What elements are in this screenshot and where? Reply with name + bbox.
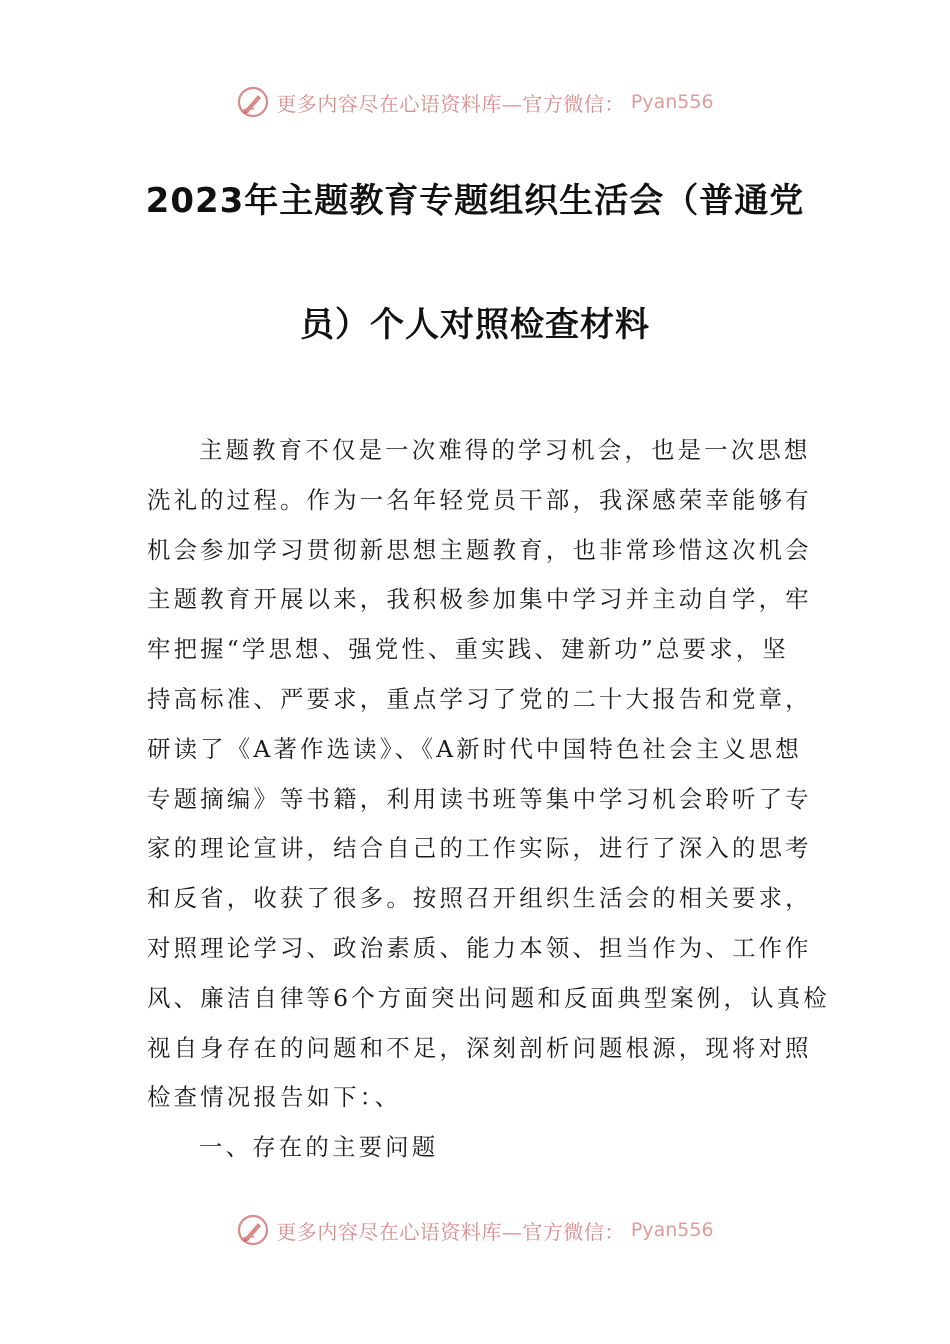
document-body xyxy=(147,426,830,1173)
watermark-wechat-id: Pyan556 xyxy=(630,1219,714,1241)
pen-logo-icon xyxy=(236,1213,270,1247)
body-line: 研读了《A著作选读》、《A新时代中国特色社会主义思想 xyxy=(147,734,802,763)
section-heading: 一、存在的主要问题 xyxy=(199,1133,439,1162)
watermark-text: 更多内容尽在心语资料库—官方微信： xyxy=(276,1219,625,1244)
document-title-line-2: 员）个人对照检查材料 xyxy=(300,305,650,345)
watermark-text: 更多内容尽在心语资料库—官方微信： xyxy=(276,91,625,116)
pen-logo-icon xyxy=(236,85,270,119)
watermark-wechat-id: Pyan556 xyxy=(630,91,714,113)
body-line: 视自身存在的问题和不足，深刻剖析问题根源，现将对照 xyxy=(147,1033,812,1062)
watermark-header xyxy=(0,82,950,122)
body-line: 持高标准、严要求，重点学习了党的二十大报告和党章， xyxy=(147,684,812,713)
body-line: 机会参加学习贯彻新思想主题教育，也非常珍惜这次机会 xyxy=(147,535,812,564)
watermark-footer xyxy=(0,1210,950,1250)
body-line: 家的理论宣讲，结合自己的工作实际，进行了深入的思考 xyxy=(147,834,812,863)
document-title-line-1: 2023年主题教育专题组织生活会（普通党 xyxy=(145,181,805,221)
body-line: 检查情况报告如下：、 xyxy=(147,1083,402,1112)
body-line: 风、廉洁自律等6个方面突出问题和反面典型案例，认真检 xyxy=(147,983,830,1012)
body-line: 和反省，收获了很多。按照召开组织生活会的相关要求， xyxy=(147,884,812,913)
body-line: 主题教育不仅是一次难得的学习机会，也是一次思想 xyxy=(199,436,811,464)
body-line: 主题教育开展以来，我积极参加集中学习并主动自学，牢 xyxy=(147,585,812,614)
body-line: 对照理论学习、政治素质、能力本领、担当作为、工作作 xyxy=(147,933,812,962)
body-line: 牢把握“学思想、强党性、重实践、建新功”总要求，坚 xyxy=(147,635,789,664)
body-line: 专题摘编》等书籍，利用读书班等集中学习机会聆听了专 xyxy=(147,784,812,813)
body-line: 洗礼的过程。作为一名年轻党员干部，我深感荣幸能够有 xyxy=(147,485,812,514)
